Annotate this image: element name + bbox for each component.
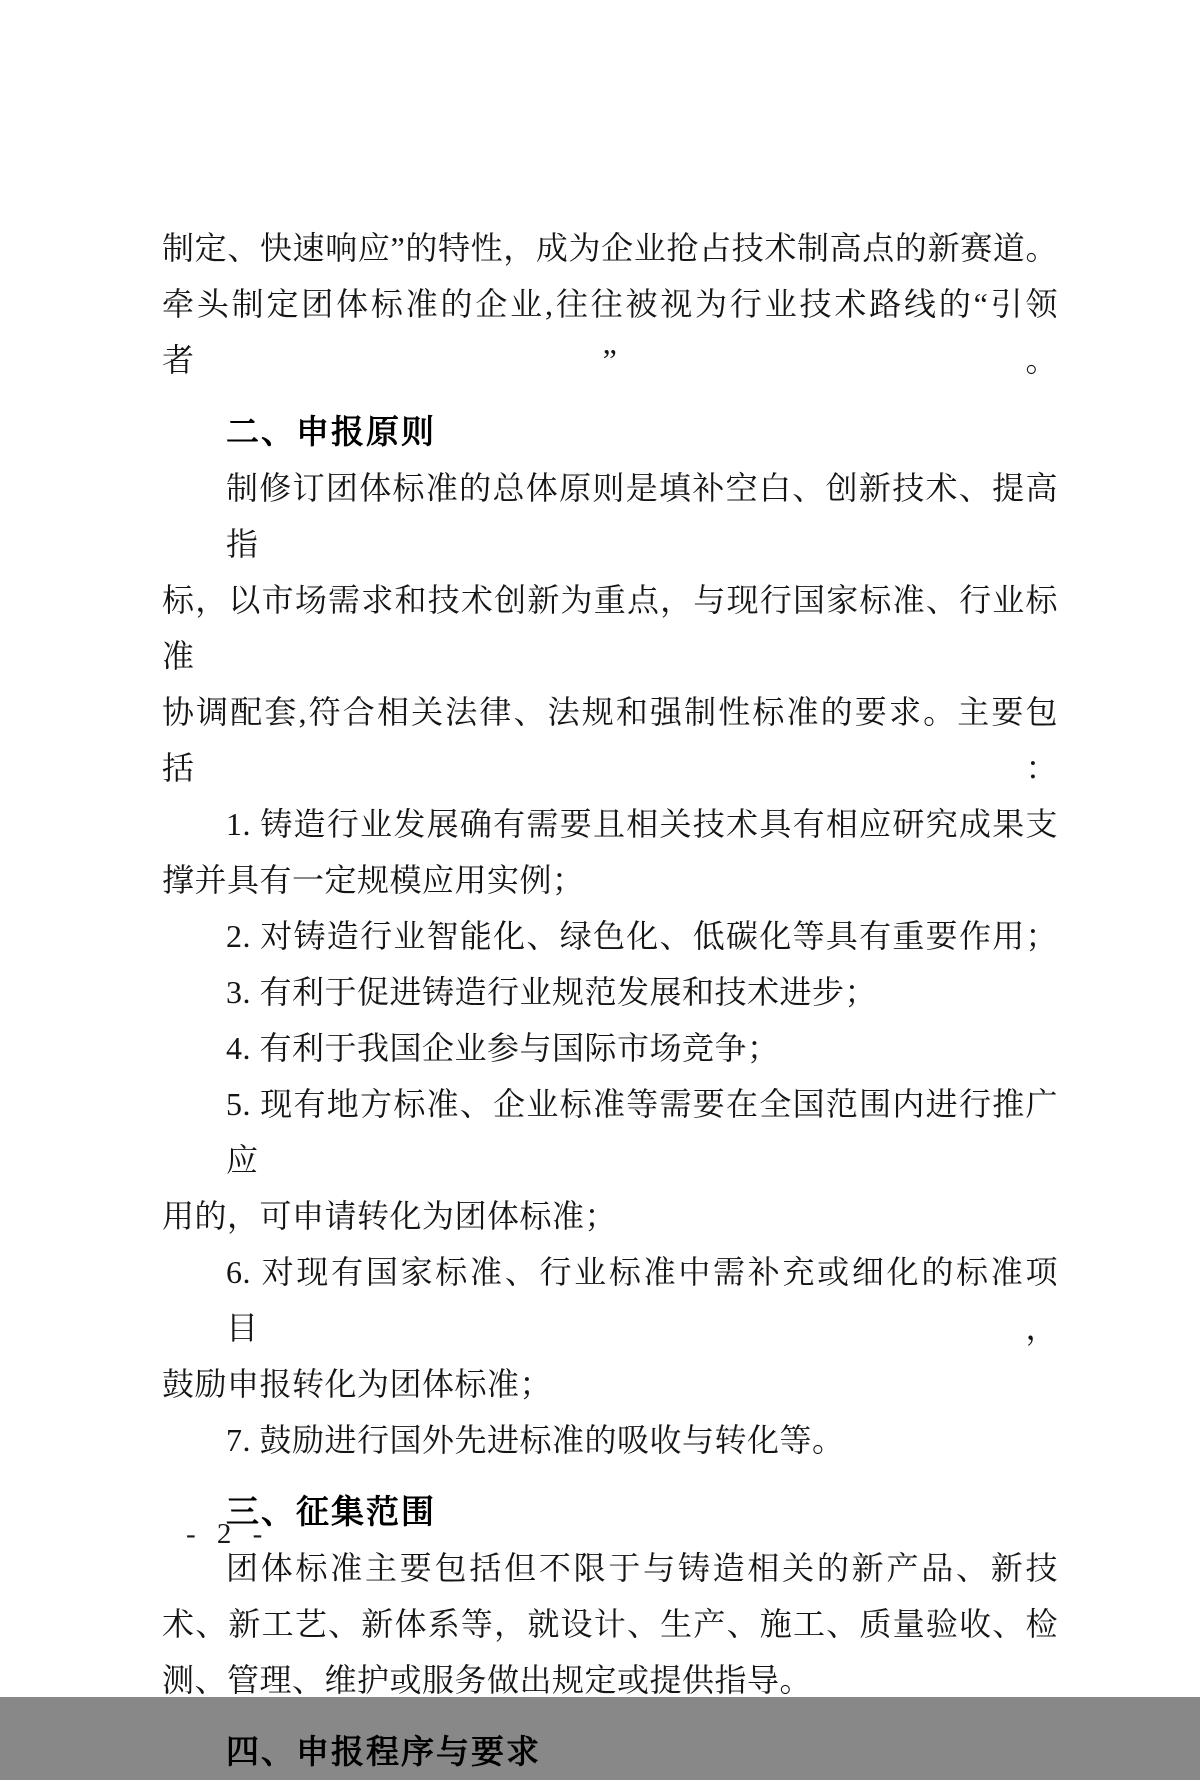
numbered-item-line-7: 7. 鼓励进行国外先进标准的吸收与转化等。	[226, 1422, 845, 1458]
numbered-item-line-6: 6. 对现有国家标准、行业标准中需补充或细化的标准项目，	[226, 1254, 1058, 1346]
section-heading-collection-scope: 三、征集范围	[226, 1493, 436, 1530]
para-continuation-line: 制定、快速响应”的特性，成为企业抢占技术制高点的新赛道。	[162, 230, 1058, 266]
para-line: 术、新工艺、新体系等，就设计、生产、施工、质量验收、检	[162, 1606, 1058, 1642]
document-body	[162, 220, 1058, 1780]
para-line: 标，以市场需求和技术创新为重点，与现行国家标准、行业标准	[162, 582, 1058, 674]
numbered-item-line-1-cont: 撑并具有一定规模应用实例；	[162, 862, 585, 898]
numbered-item-line-1: 1. 铸造行业发展确有需要且相关技术具有相应研究成果支	[226, 806, 1058, 842]
numbered-item-line-4: 4. 有利于我国企业参与国际市场竞争；	[226, 1030, 780, 1066]
para-line: 测、管理、维护或服务做出规定或提供指导。	[162, 1662, 813, 1698]
para-line: 制修订团体标准的总体原则是填补空白、创新技术、提高指	[226, 470, 1058, 562]
page-number: - 2 -	[186, 1518, 270, 1550]
numbered-item-line-2: 2. 对铸造行业智能化、绿色化、低碳化等具有重要作用；	[226, 918, 1058, 954]
numbered-item-line-3: 3. 有利于促进铸造行业规范发展和技术进步；	[226, 974, 878, 1010]
section-heading-application-procedure: 四、申报程序与要求	[226, 1733, 541, 1770]
section-heading-application-principles: 二、申报原则	[226, 413, 436, 450]
numbered-item-line-5: 5. 现有地方标准、企业标准等需要在全国范围内进行推广应	[226, 1086, 1058, 1178]
numbered-item-line-6-cont: 鼓励申报转化为团体标准；	[162, 1366, 553, 1402]
para-continuation-line: 牵头制定团体标准的企业,往往被视为行业技术路线的“引领者”。	[162, 286, 1058, 378]
para-line: 协调配套,符合相关法律、法规和强制性标准的要求。主要包括：	[162, 694, 1058, 786]
para-line: 团体标准主要包括但不限于与铸造相关的新产品、新技	[226, 1550, 1058, 1586]
numbered-item-line-5-cont: 用的，可申请转化为团体标准；	[162, 1198, 618, 1234]
